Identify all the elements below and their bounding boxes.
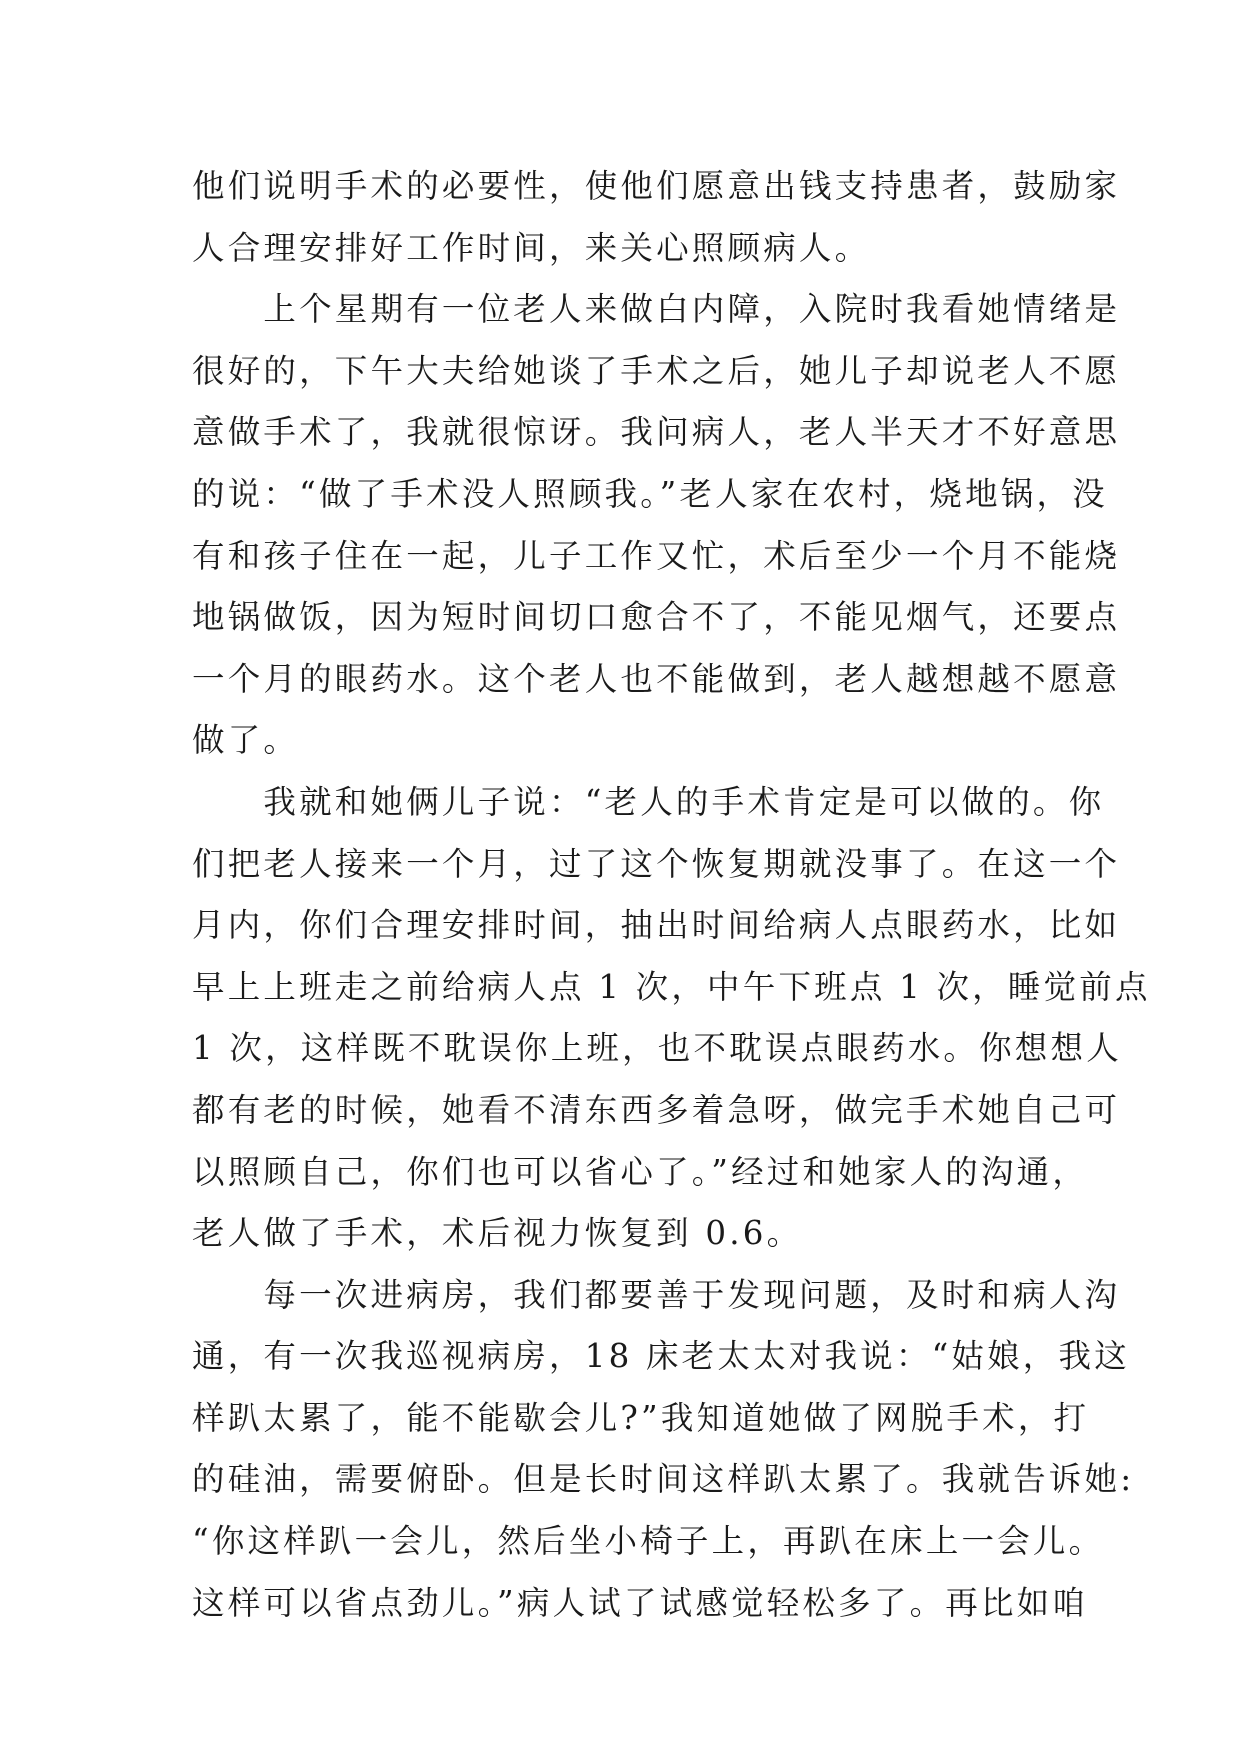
text-line-18: 老人做了手术，术后视力恢复到 0.6。 [192, 1214, 803, 1253]
text-line-19: 每一次进病房，我们都要善于发现问题，及时和病人沟 [192, 1275, 1121, 1314]
text-line-4: 很好的，下午大夫给她谈了手术之后，她儿子却说老人不愿 [192, 351, 1121, 390]
text-line-24: 这样可以省点劲儿。”病人试了试感觉轻松多了。再比如咱 [192, 1583, 1089, 1622]
text-line-20: 通，有一次我巡视病房，18 床老太太对我说：“姑娘，我这 [192, 1337, 1130, 1376]
text-line-9: 一个月的眼药水。这个老人也不能做到，老人越想越不愿意 [192, 659, 1121, 698]
text-line-2: 人合理安排好工作时间，来关心照顾病人。 [192, 228, 871, 267]
text-line-13: 月内，你们合理安排时间，抽出时间给病人点眼药水，比如 [192, 906, 1121, 945]
body-text [192, 156, 1151, 1634]
text-line-21: 样趴太累了，能不能歇会儿?”我知道她做了网脱手术，打 [192, 1398, 1090, 1437]
text-line-22: 的硅油，需要俯卧。但是长时间这样趴太累了。我就告诉她: [192, 1460, 1135, 1499]
text-line-7: 有和孩子住在一起，儿子工作又忙，术后至少一个月不能烧 [192, 536, 1121, 575]
text-line-11: 我就和她俩儿子说：“老人的手术肯定是可以做的。你 [192, 782, 1105, 821]
text-line-8: 地锅做饭，因为短时间切口愈合不了，不能见烟气，还要点 [192, 598, 1121, 637]
text-line-16: 都有老的时候，她看不清东西多着急呀，做完手术她自己可 [192, 1090, 1121, 1129]
text-line-17: 以照顾自己，你们也可以省心了。”经过和她家人的沟通， [192, 1152, 1089, 1191]
text-line-3: 上个星期有一位老人来做白内障，入院时我看她情绪是 [192, 290, 1121, 329]
text-line-5: 意做手术了，我就很惊讶。我问病人，老人半天才不好意思 [192, 413, 1121, 452]
text-line-14: 早上上班走之前给病人点 1 次，中午下班点 1 次，睡觉前点 [192, 967, 1151, 1006]
text-line-1: 他们说明手术的必要性，使他们愿意出钱支持患者，鼓励家 [192, 167, 1121, 205]
text-line-10: 做了。 [192, 721, 300, 760]
text-line-12: 们把老人接来一个月，过了这个恢复期就没事了。在这一个 [192, 844, 1121, 883]
text-line-15: 1 次，这样既不耽误你上班，也不耽误点眼药水。你想想人 [192, 1029, 1122, 1068]
text-line-6: 的说：“做了手术没人照顾我。”老人家在农村，烧地锅，没 [192, 474, 1108, 513]
text-line-23: “你这样趴一会儿，然后坐小椅子上，再趴在床上一会儿。 [192, 1522, 1105, 1561]
